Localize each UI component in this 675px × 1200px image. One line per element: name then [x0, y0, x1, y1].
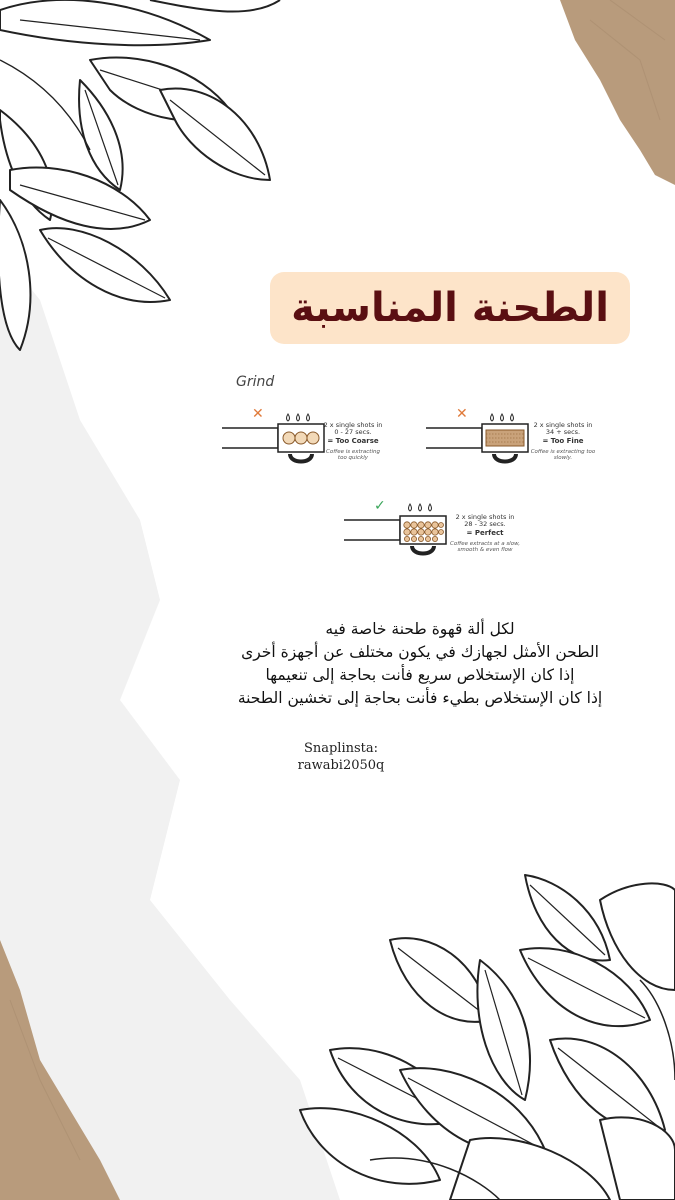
shot-fine-line2: 34 + secs. — [545, 428, 581, 437]
shot-fine-line1: 2 x single shots in — [533, 421, 593, 429]
wrong-mark-icon: ✕ — [456, 406, 468, 422]
shot-coarse-text — [322, 422, 384, 462]
body-line-3: إذا كان الإستخلاص سريع فأنت بحاجة إلى تنعيمها — [265, 666, 575, 684]
shot-perfect-verdict: = Perfect — [466, 528, 504, 537]
shot-coarse-note: Coffee is extracting too quickly — [326, 448, 380, 462]
shot-perfect-note: Coffee extracts at a slow, smooth & even flow — [450, 540, 520, 554]
shot-coarse-line1: 2 x single shots in — [323, 421, 383, 429]
credit — [296, 740, 386, 774]
water-drops-icon — [491, 414, 514, 421]
shot-perfect-line1: 2 x single shots in — [455, 513, 515, 521]
shot-coarse-verdict: = Too Coarse — [327, 436, 379, 445]
kraft-paper-top-right — [560, 0, 675, 185]
leaves-top-left — [0, 0, 280, 350]
portafilter-perfect-illustration — [342, 494, 462, 566]
body-line-4: إذا كان الإستخلاص بطيء فأنت بحاجة إلى تخشين الطحنة — [237, 689, 603, 707]
portafilter-fine-illustration — [424, 402, 544, 474]
shot-fine-text — [530, 422, 596, 462]
shot-fine-verdict: = Too Fine — [542, 436, 584, 445]
credit-handle: rawabi2050q — [297, 758, 385, 773]
page-title: الطحنة المناسبة — [291, 285, 609, 331]
body-line-1: لكل ألة قهوة طحنة خاصة فيه — [325, 620, 515, 638]
diagram-heading: Grind — [236, 374, 275, 390]
check-mark-icon: ✓ — [374, 498, 386, 514]
grind-diagram — [210, 370, 620, 580]
body-text — [180, 618, 660, 710]
shot-perfect-text — [448, 514, 522, 554]
body-line-2: الطحن الأمثل لجهازك في يكون مختلف عن أجهزة أخرى — [241, 643, 599, 661]
water-drops-icon — [409, 504, 432, 511]
shot-perfect-line2: 28 - 32 secs. — [464, 520, 506, 529]
water-drops-icon — [287, 414, 310, 421]
shot-fine-note: Coffee is extracting too slowly. — [530, 448, 596, 462]
credit-label: Snaplinsta: — [303, 741, 379, 756]
title-banner — [270, 272, 630, 344]
leaves-bottom-right — [300, 875, 675, 1200]
shot-coarse-line2: 0 - 27 secs. — [334, 428, 372, 437]
wrong-mark-icon: ✕ — [252, 406, 264, 422]
